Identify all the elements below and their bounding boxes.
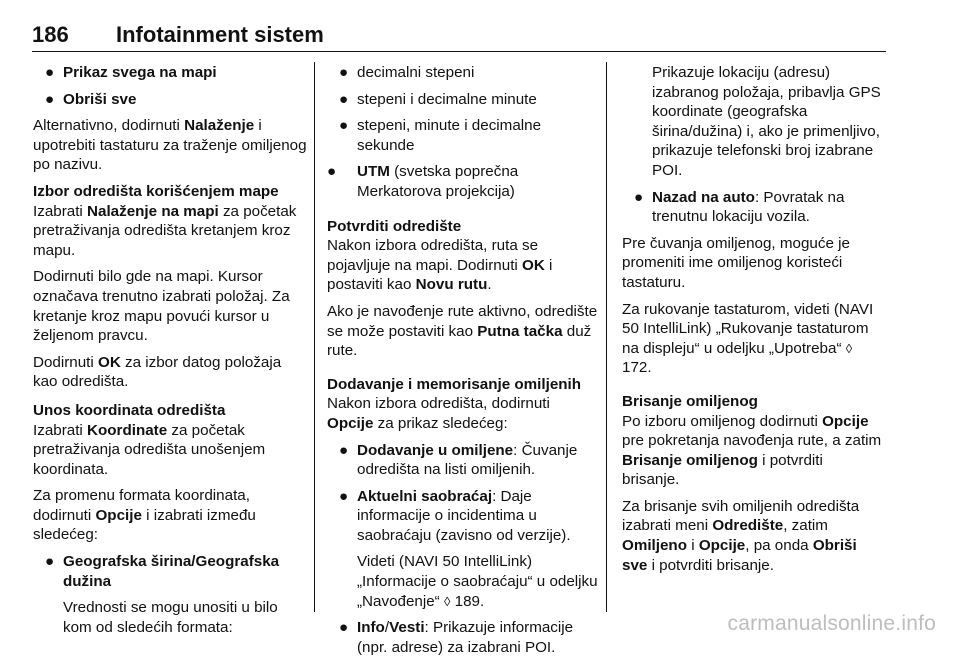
- bullet-icon: ●: [339, 90, 349, 108]
- list-item: ● Info/Vesti: Prikazuje informacije (npr. adrese) za izabrani POI.: [339, 619, 574, 656]
- list-item-text: Videti (NAVI 50 IntelliLink) „Informacije o saobraćaju“ u odeljku „Navođenje“ ◊ 189.: [357, 553, 598, 610]
- paragraph: Izabrati Koordinate za početak pretraživanja odredišta unošenjem koordinata.: [33, 421, 266, 478]
- list-item: ● Nazad na auto: Povratak na trenutnu lokaciju vozila.: [634, 188, 845, 226]
- page-reference-icon: ◊: [845, 340, 853, 356]
- bullet-icon: ●: [339, 117, 349, 135]
- paragraph: Nakon izbora odredišta, ruta se pojavljuje na mapi. Dodirnuti OK i postaviti kao Novu rutu.: [327, 237, 553, 294]
- page-title: Infotainment sistem: [116, 22, 324, 47]
- column-2: [327, 63, 599, 664]
- bullet-icon: ●: [45, 64, 55, 81]
- paragraph: Ako je navođenje rute aktivno, odredište se može postaviti kao Putna tačka duž rute.: [327, 302, 598, 360]
- paragraph: Izabrati Nalaženje na mapi za početak pretraživanja odredišta kretanjem kroz mapu.: [33, 202, 297, 259]
- paragraph: Pre čuvanja omiljenog, moguće je promeniti ime omiljenog koristeći tastaturu.: [622, 234, 850, 291]
- list-item: ● Prikaz svega na mapi: [45, 64, 217, 81]
- bullet-icon: ●: [327, 163, 337, 181]
- paragraph: Nakon izbora odredišta, dodirnuti Opcije za prikaz sledećeg:: [327, 395, 550, 432]
- bullet-icon: ●: [634, 188, 644, 206]
- list-item: ● Geografska širina/Geografska dužina: [45, 553, 280, 590]
- header-rule: [32, 51, 886, 52]
- bullet-icon: ●: [45, 553, 55, 571]
- list-item: ● Dodavanje u omiljene: Čuvanje odredišta na listi omiljenih.: [339, 441, 578, 479]
- page-number: 186: [32, 22, 69, 47]
- list-item: ● Obriši sve: [45, 90, 137, 108]
- bullet-icon: ●: [339, 487, 349, 505]
- section-heading-coordinates: Unos koordinata odredišta: [33, 401, 226, 419]
- paragraph: Po izboru omiljenog dodirnuti Opcije pre pokretanja navođenja rute, a zatim Brisanje omiljenog i potvrditi brisanje.: [622, 412, 882, 489]
- column-3: [622, 63, 884, 582]
- list-item: ● UTM (svetska poprečna Merkatorova projekcija): [327, 163, 519, 200]
- bullet-icon: ●: [45, 90, 55, 108]
- paragraph: Za brisanje svih omiljenih odredišta izabrati meni Odredište, zatim Omiljeno i Opcije, pa onda Obriši sve i potvrditi brisanje.: [622, 497, 860, 574]
- column-1: [33, 63, 309, 644]
- column-divider-1: [314, 62, 315, 612]
- list-item: ● stepeni i decimalne minute: [339, 90, 537, 108]
- paragraph: Za rukovanje tastaturom, videti (NAVI 50 IntelliLink) „Rukovanje tastaturom na displeju“ u odeljku „Upotreba“ ◊ 172.: [622, 300, 874, 377]
- section-heading-add-favorites: Dodavanje i memorisanje omiljenih: [327, 375, 582, 393]
- list-item: ● Aktuelni saobraćaj: Daje informacije o incidentima u saobraćaju (zavisno od verzije).: [339, 487, 571, 544]
- section-heading-delete-favorite: Brisanje omiljenog: [622, 392, 758, 410]
- paragraph: Za promenu formata koordinata, dodirnuti Opcije i izabrati između sledećeg:: [33, 487, 256, 544]
- paragraph: Dodirnuti OK za izbor datog položaja kao odredišta.: [33, 353, 282, 391]
- bullet-icon: ●: [339, 619, 349, 637]
- list-item: ● stepeni, minute i decimalne sekunde: [339, 117, 542, 154]
- list-item: ● decimalni stepeni: [339, 64, 475, 81]
- bullet-icon: ●: [339, 64, 349, 81]
- paragraph: Alternativno, dodirnuti Nalaženje i upotrebiti tastaturu za traženje omiljenog po nazivu.: [33, 117, 307, 174]
- section-heading-confirm: Potvrditi odredište: [327, 217, 462, 235]
- bullet-icon: ●: [339, 441, 349, 459]
- section-heading-map: Izbor odredišta korišćenjem mape: [33, 182, 279, 200]
- watermark: carmanualsonline.info: [727, 612, 936, 635]
- page-reference-icon: ◊: [443, 593, 451, 609]
- list-item-text: Prikazuje lokaciju (adresu) izabranog položaja, pribavlja GPS koordinate (geografska širina/dužina) i, ako je primenljivo, prikazuje telefonski broj izabrane POI.: [652, 64, 881, 179]
- column-divider-2: [606, 62, 607, 612]
- list-item-text: Vrednosti se mogu unositi u bilo kom od sledećih formata:: [63, 599, 278, 636]
- paragraph: Dodirnuti bilo gde na mapi. Kursor označava trenutno izabrati položaj. Za kretanje kroz mapu povući kursor u željenom pravcu.: [33, 268, 290, 345]
